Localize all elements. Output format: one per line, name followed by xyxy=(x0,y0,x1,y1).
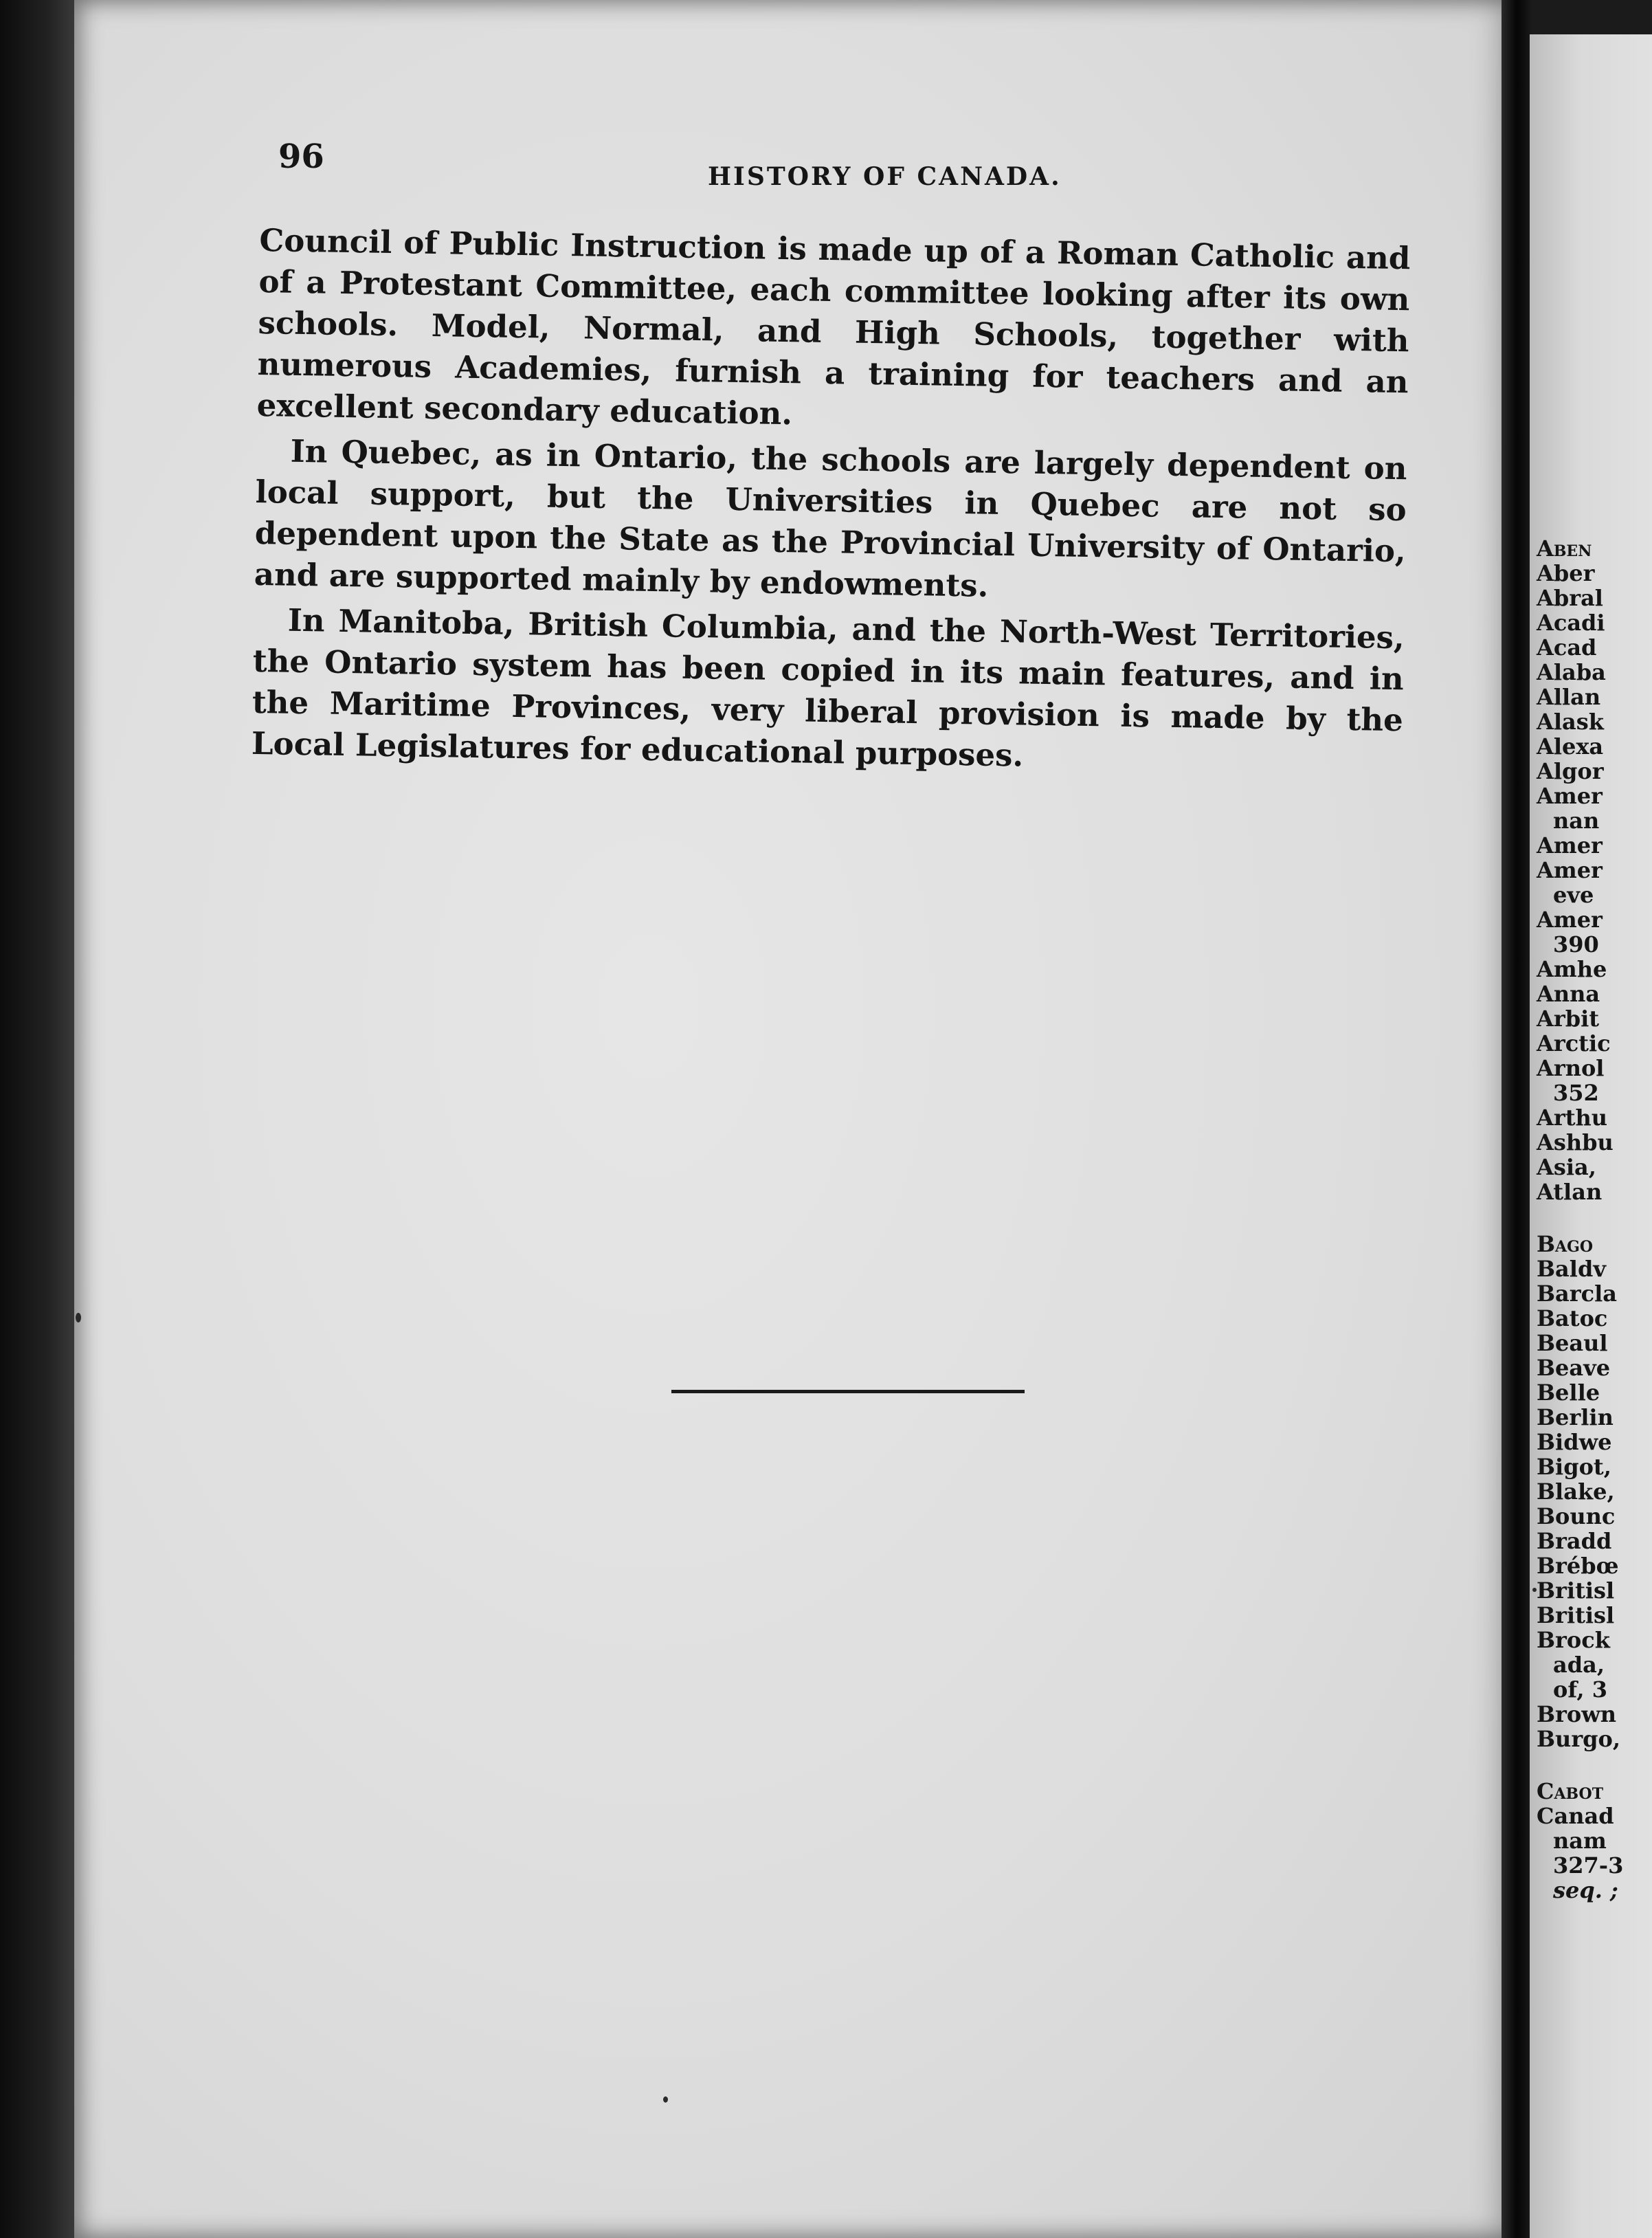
index-entry: Britisl xyxy=(1537,1577,1615,1604)
index-entry: Alaba xyxy=(1537,659,1606,685)
index-entry: Aben xyxy=(1537,535,1592,562)
index-entry: Anna xyxy=(1537,981,1600,1007)
index-entry: Bigot, xyxy=(1537,1454,1611,1480)
book-spine xyxy=(0,0,76,2238)
index-entry: Bounc xyxy=(1537,1503,1616,1529)
index-entry: nam xyxy=(1553,1828,1607,1854)
index-entry: Barcla xyxy=(1537,1281,1618,1307)
index-entry: Amer xyxy=(1537,907,1603,933)
index-entry: Acad xyxy=(1537,634,1597,661)
section-end-rule xyxy=(671,1390,1025,1393)
index-entry: Abral xyxy=(1537,585,1603,611)
index-entry: Arbit xyxy=(1537,1006,1599,1032)
index-entry: Amer xyxy=(1537,832,1603,858)
index-entry: Alask xyxy=(1537,709,1604,735)
index-entry: Britisl xyxy=(1537,1602,1615,1628)
index-entry: Alexa xyxy=(1537,733,1604,760)
body-text xyxy=(251,220,1410,786)
index-entry: Asia, xyxy=(1537,1154,1596,1180)
index-entry: Batoc xyxy=(1537,1305,1608,1331)
index-entry: 327-3 xyxy=(1553,1852,1624,1879)
index-entry: Brébœ xyxy=(1537,1553,1619,1579)
scan-speck xyxy=(76,1313,81,1322)
index-entry: Baldv xyxy=(1537,1256,1606,1282)
index-entry: Algor xyxy=(1537,758,1604,784)
index-list xyxy=(1537,536,1623,1903)
index-entry: Bradd xyxy=(1537,1528,1612,1554)
index-entry: of, 3 xyxy=(1553,1676,1607,1703)
index-entry: Berlin xyxy=(1537,1404,1614,1430)
paragraph: In Quebec, as in Ontario, the schools are largely dependent on local support, but the Universities in Quebec are not so dependent upon the State as the Provincial University of Ontario, and are supported mainly by endowments. xyxy=(254,432,1407,604)
running-head: HISTORY OF CANADA. xyxy=(708,162,1062,191)
index-entry: seq. ; xyxy=(1553,1877,1618,1903)
index-entry: Brown xyxy=(1537,1701,1617,1727)
index-entry: Amhe xyxy=(1537,956,1607,982)
index-entry: Brock xyxy=(1537,1627,1610,1653)
index-entry: 352 xyxy=(1553,1080,1599,1106)
index-entry: Bago xyxy=(1537,1231,1594,1257)
index-entry: Cabot xyxy=(1537,1778,1604,1804)
index-entry: nan xyxy=(1553,808,1600,834)
index-entry: Canad xyxy=(1537,1803,1614,1829)
index-entry: Ashbu xyxy=(1537,1129,1614,1155)
index-entry: Arthu xyxy=(1537,1105,1607,1131)
index-entry: Arnol xyxy=(1537,1055,1605,1081)
index-entry: Amer xyxy=(1537,783,1603,809)
index-entry: Belle xyxy=(1537,1380,1600,1406)
scan-speck xyxy=(1532,1588,1537,1592)
index-entry: Bidwe xyxy=(1537,1429,1612,1455)
page-number: 96 xyxy=(278,137,324,176)
index-entry: Allan xyxy=(1537,684,1601,710)
next-page-edge xyxy=(1530,34,1652,2238)
index-entry: Arctic xyxy=(1537,1030,1611,1056)
index-entry: 390 xyxy=(1553,931,1599,957)
index-entry: ada, xyxy=(1553,1652,1605,1678)
index-entry: Aber xyxy=(1537,560,1595,586)
index-entry: Beave xyxy=(1537,1355,1611,1381)
index-entry: Amer xyxy=(1537,857,1603,883)
paragraph: In Manitoba, British Columbia, and the North-West Territories, the Ontario system has been copied in its main features, and in the Maritime Provinces, very liberal provision is made by the Local Legislatures for educational purposes. xyxy=(251,601,1405,774)
index-entry: Blake, xyxy=(1537,1478,1615,1505)
index-entry: Atlan xyxy=(1537,1179,1603,1205)
index-entry: Beaul xyxy=(1537,1330,1608,1356)
index-entry: eve xyxy=(1553,882,1594,908)
index-entry: Acadi xyxy=(1537,610,1605,636)
page-gutter xyxy=(1502,0,1532,2238)
paragraph: Council of Public Instruction is made up of a Roman Catholic and of a Protestant Committee, each committee looking after its own schools. Model, Normal, and High Schools, together with numerous Academies, furnish a training for teachers and an excellent secondary education. xyxy=(256,221,1411,432)
scan-speck xyxy=(663,2096,668,2103)
index-entry: Burgo, xyxy=(1537,1726,1621,1752)
